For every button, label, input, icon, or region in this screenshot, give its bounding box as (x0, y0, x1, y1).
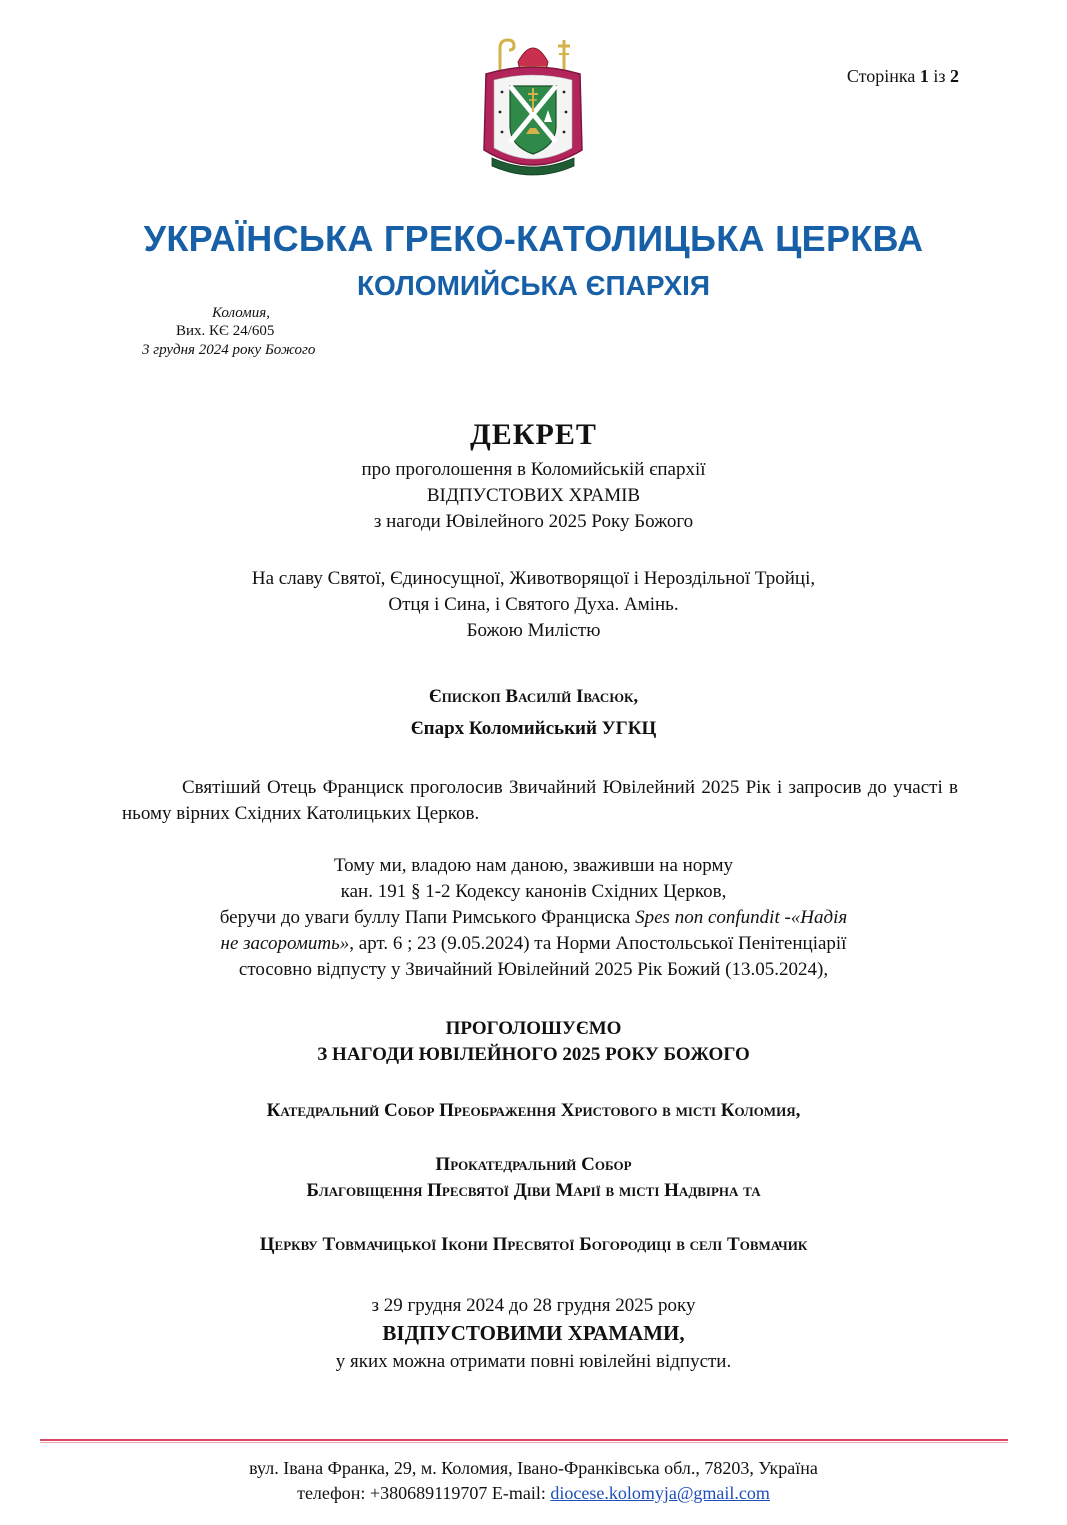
jubilee-period: з 29 грудня 2024 до 28 грудня 2025 року (371, 1295, 696, 1316)
footer-email-link[interactable]: diocese.kolomyja@gmail.com (550, 1483, 770, 1503)
outgoing-number: Вих. КЄ 24/605 (176, 323, 275, 339)
footer-divider (40, 1439, 1008, 1441)
paragraph-2-line-3 (0, 905, 1067, 931)
document-date: 3 грудня 2024 року Божого (142, 342, 316, 358)
church-procathedral-line-1: Прокатедральний Собор (435, 1154, 632, 1175)
organization-name: УКРАЇНСЬКА ГРЕКО-КАТОЛИЦЬКА ЦЕРКВА (143, 218, 924, 259)
eparchy-name: КОЛОМИЙСЬКА ЄПАРХІЯ (356, 270, 711, 301)
church-cathedral-kolomyia: Катедральний Собор Преображення Христового в місті Коломия, (266, 1100, 801, 1121)
invocation-line-2: Отця і Сина, і Святого Духа. Амінь. (388, 594, 679, 615)
bishop-title: Єпарх Коломийський УГКЦ (410, 718, 657, 739)
decree-title: ДЕКРЕТ (470, 418, 597, 451)
page-total: 2 (950, 66, 959, 86)
paragraph-1-text: Святіший Отець Франциск проголосив Звичайний Ювілейний 2025 Рік і запросив до участі в ньому вірних Східних Католицьких Церков. (122, 777, 958, 824)
footer-divider-shadow (40, 1442, 1008, 1443)
designation-heading: ВІДПУСТОВИМИ ХРАМАМИ, (382, 1321, 685, 1345)
invocation-line-1: На славу Святої, Єдиносущної, Животворящої і Нероздільної Тройці, (251, 568, 816, 589)
church-tovmachyk: Церкву Товмачицької Ікони Пресвятої Богородиці в селі Товмачик (259, 1234, 808, 1255)
paragraph-2-line-3-text: беручи до уваги буллу Папи Римського Франциска (219, 907, 636, 928)
document-place: Коломия, (212, 305, 270, 321)
church-procathedral-line-2: Благовіщення Пресвятої Діви Марії в місті Надвірна та (306, 1180, 761, 1201)
paragraph-pope-announcement (122, 775, 958, 827)
footer-contacts (0, 1481, 1067, 1506)
page-indicator-label: Сторінка (846, 66, 916, 86)
coat-of-arms-icon (478, 30, 588, 190)
paragraph-2-line-4 (0, 931, 1067, 957)
proclamation-heading: ПРОГОЛОШУЄМО (445, 1018, 622, 1039)
footer-phone: телефон: +380689119707 E-mail: (297, 1483, 551, 1503)
bull-title-part-1: Spes non confundit -«Надія (635, 907, 848, 928)
bull-title-part-2: не засоромить» (220, 933, 350, 954)
page-indicator (847, 66, 959, 87)
proclamation-occasion: З НАГОДИ ЮВІЛЕЙНОГО 2025 РОКУ БОЖОГО (317, 1044, 750, 1065)
closing-line: у яких можна отримати повні ювілейні відпусти. (335, 1351, 732, 1372)
page-of-label: із (933, 66, 946, 86)
decree-subtitle-line-2: ВІДПУСТОВИХ ХРАМІВ (426, 485, 641, 506)
invocation-line-3: Божою Милістю (466, 620, 601, 641)
paragraph-2-line-1: Тому ми, владою нам даною, зваживши на норму (333, 855, 734, 876)
decree-subtitle-line-3: з нагоди Ювілейного 2025 Року Божого (373, 511, 694, 532)
decree-subtitle-line-1: про проголошення в Коломийській єпархії (361, 459, 706, 480)
paragraph-2-line-4-text: , арт. 6 ; 23 (9.05.2024) та Норми Апостольської Пенітенціарії (349, 933, 847, 954)
page-current: 1 (919, 66, 929, 86)
footer-address: вул. Івана Франка, 29, м. Коломия, Івано-Франківська обл., 78203, Україна (249, 1458, 818, 1478)
bishop-name: Єпископ Василій Івасюк, (428, 686, 639, 707)
paragraph-2-line-2: кан. 191 § 1-2 Кодексу канонів Східних Церков, (340, 881, 727, 902)
paragraph-2-line-5: стосовно відпусту у Звичайний Ювілейний 2025 Рік Божий (13.05.2024), (238, 959, 829, 980)
